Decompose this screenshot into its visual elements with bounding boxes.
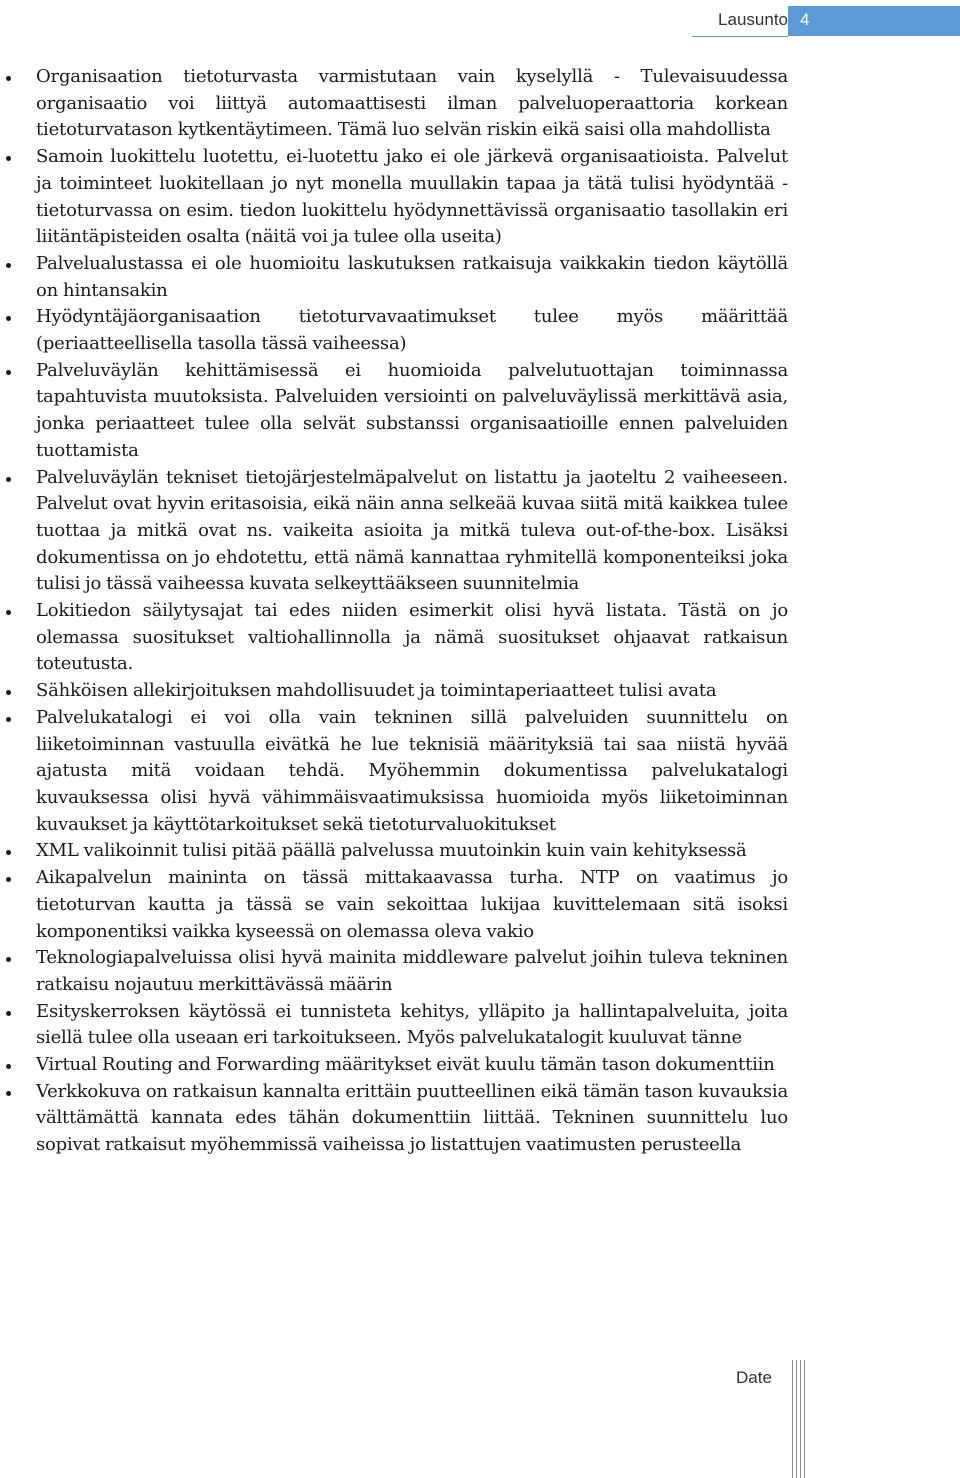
- list-item-text: Palveluväylän kehittämisessä ei huomioida palvelutuottajan toiminnassa tapahtuvista muutoksista. Palveluiden versiointi on palveluväylissä merkittävä asia, jonka periaatteet tulee olla selvät substanssi organisaatioille ennen palveluiden tuottamista: [36, 359, 788, 461]
- bullet-icon: [6, 717, 11, 722]
- footer-date-label: Date: [736, 1368, 772, 1387]
- list-item-text: Virtual Routing and Forwarding määritykset eivät kuulu tämän tason dokumenttiin: [36, 1054, 775, 1076]
- bullet-icon: [6, 370, 11, 375]
- bullet-icon: [6, 610, 11, 615]
- list-item-text: Palvelukatalogi ei voi olla vain tekninen sillä palveluiden suunnittelu on liiketoiminnan vastuulla eivätkä he lue teknisiä määrityksiä tai saa niistä hyvää ajatusta mitä voidaan tehdä. Myöhemmin dokumentissa palvelukatalogi kuvauksessa olisi hyvä vähimmäisvaatimuksissa huomioida myös liiketoiminnan kuvaukset ja käyttötarkoitukset sekä tietoturvaluokitukset: [36, 706, 788, 835]
- bullet-icon: [6, 1091, 11, 1096]
- list-item-text: XML valikoinnit tulisi pitää päällä palvelussa muutoinkin kuin vain kehityksessä: [36, 840, 747, 862]
- list-item-text: Organisaation tietoturvasta varmistutaan vain kyselyllä - Tulevaisuudessa organisaatio voi liittyä automaattisesti ilman palveluoperaattoria korkean tietoturvatason kytkentäytimeen. Tämä luo selvän riskin eikä saisi olla mahdollista: [36, 66, 788, 141]
- list-item: [36, 705, 788, 839]
- bullet-icon: [6, 850, 11, 855]
- list-item: [36, 838, 788, 865]
- bullet-icon: [6, 477, 11, 482]
- bullet-icon: [6, 957, 11, 962]
- list-item-text: Verkkokuva on ratkaisun kannalta erittäin puutteellinen eikä tämän tason kuvauksia välttämättä kannata edes tähän dokumenttiin liittää. Tekninen suunnittelu luo sopivat ratkaisut myöhemmissä vaiheissa jo listattujen vaatimusten perusteella: [36, 1080, 788, 1156]
- list-item-text: Hyödyntäjäorganisaation tietoturvavaatimukset tulee myös määrittää (periaatteellisella tasolla tässä vaiheessa): [36, 306, 788, 355]
- page-footer: [726, 1360, 960, 1478]
- list-item: [36, 945, 788, 998]
- list-item: [36, 678, 788, 705]
- list-item-text: Samoin luokittelu luotettu, ei-luotettu jako ei ole järkevä organisaatioista. Palvelut ja toiminteet luokitellaan jo nyt monella muullakin tapaa ja tätä tulisi hyödyntää - tietoturvassa on esim. tiedon luokittelu hyödynnettävissä organisaatio tasollakin eri liitäntäpisteiden osalta (näitä voi ja tulee olla useita): [36, 146, 788, 248]
- footer-rule: [804, 1360, 805, 1478]
- bullet-icon: [6, 1064, 11, 1069]
- list-item: [36, 1079, 788, 1159]
- bullet-icon: [6, 877, 11, 882]
- bullet-icon: [6, 1011, 11, 1016]
- bullet-icon: [6, 316, 11, 321]
- footer-rule: [792, 1360, 793, 1478]
- footer-rule: [796, 1360, 797, 1478]
- bullet-icon: [6, 690, 11, 695]
- comment-list: [36, 64, 788, 1159]
- document-title: Lausunto: [692, 6, 788, 37]
- list-item-text: Lokitiedon säilytysajat tai edes niiden esimerkit olisi hyvä listata. Tästä on jo olemassa suositukset valtiohallinnolla ja nämä suositukset ohjaavat ratkaisun toteutusta.: [36, 600, 788, 675]
- list-item-text: Teknologiapalveluissa olisi hyvä mainita middleware palvelut joihin tuleva tekninen ratkaisu nojautuu merkittävässä määrin: [36, 947, 788, 995]
- list-item: [36, 999, 788, 1052]
- list-item-text: Sähköisen allekirjoituksen mahdollisuudet ja toimintaperiaatteet tulisi avata: [36, 680, 717, 702]
- bullet-icon: [6, 156, 11, 161]
- list-item: [36, 358, 788, 465]
- page-number: 4: [788, 6, 960, 36]
- list-item-text: Esityskerroksen käytössä ei tunnisteta kehitys, ylläpito ja hallintapalveluita, joita siellä tulee olla useaan eri tarkoitukseen. Myös palvelukatalogit kuuluvat tänne: [36, 1000, 788, 1049]
- list-item-text: Palveluväylän tekniset tietojärjestelmäpalvelut on listattu ja jaoteltu 2 vaiheeseen. Palvelut ovat hyvin eritasoisia, eikä näin anna selkeää kuvaa siitä mitä kaikkea tulee tuottaa ja mitkä ovat ns. vaikeita asioita ja mitkä tuleva out-of-the-box. Lisäksi dokumentissa on jo ehdotettu, että nämä kannattaa ryhmitellä komponenteiksi joka tulisi jo tässä vaiheessa kuvata selkeyttääkseen suunnitelmia: [36, 466, 788, 595]
- list-item: [36, 144, 788, 251]
- list-item-text: Palvelualustassa ei ole huomioitu laskutuksen ratkaisuja vaikkakin tiedon käytöllä on hintansakin: [36, 252, 788, 301]
- list-item: [36, 865, 788, 945]
- list-item: [36, 64, 788, 144]
- list-item: [36, 1052, 788, 1079]
- bullet-icon: [6, 76, 11, 81]
- list-item: [36, 251, 788, 304]
- footer-rule: [800, 1360, 801, 1478]
- page-header: [680, 6, 960, 36]
- list-item: [36, 598, 788, 678]
- list-item-text: Aikapalvelun maininta on tässä mittakaavassa turha. NTP on vaatimus jo tietoturvan kautta ja tässä se vain sekoittaa lukijaa kuvittelemaan sitä isoksi komponentiksi vaikka kyseessä on olemassa oleva vakio: [36, 867, 788, 942]
- bullet-icon: [6, 263, 11, 268]
- list-item: [36, 465, 788, 599]
- list-item: [36, 304, 788, 357]
